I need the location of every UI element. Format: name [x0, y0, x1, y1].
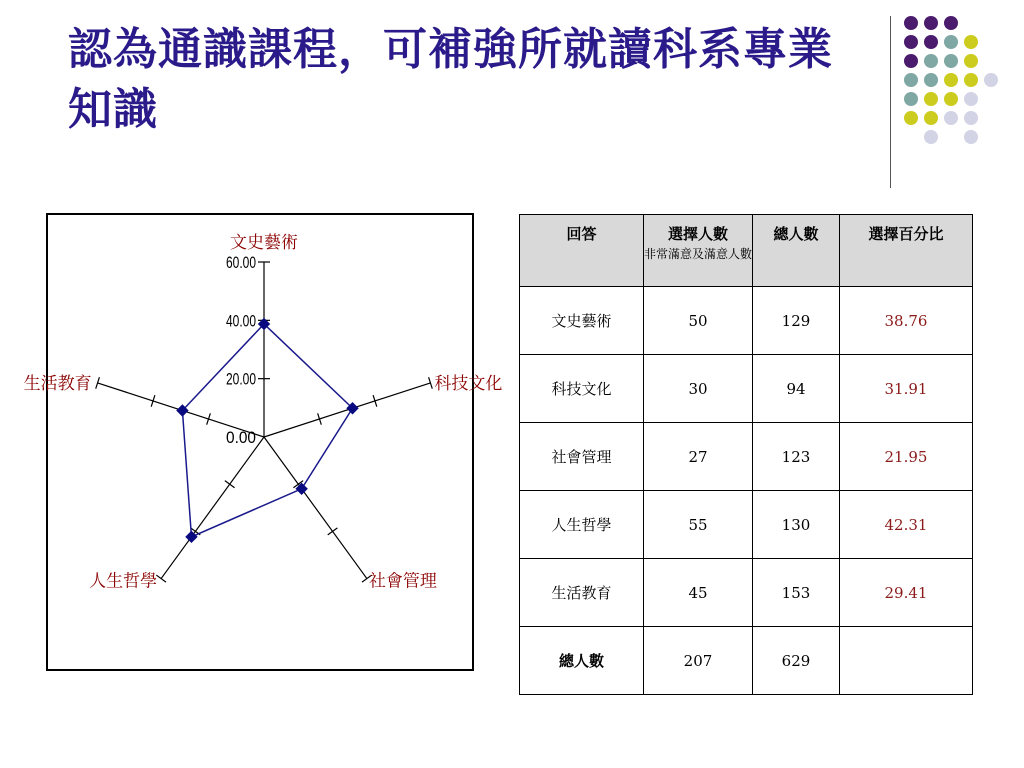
decorative-dot — [964, 35, 978, 49]
selected-cell: 27 — [644, 423, 753, 491]
header-subtitle: 非常滿意及滿意人數 — [644, 247, 753, 261]
selected-cell: 55 — [644, 491, 753, 559]
percent-cell: 31.91 — [840, 355, 973, 423]
decorative-dot — [924, 35, 938, 49]
decorative-dot — [904, 54, 918, 68]
tick-label: 0.00 — [226, 428, 256, 447]
decorative-dot — [964, 111, 978, 125]
decorative-dot — [904, 73, 918, 87]
decorative-dot — [944, 54, 958, 68]
axis-tick — [328, 528, 338, 535]
total-cell: 94 — [753, 355, 840, 423]
header-cell: 選擇百分比 — [840, 215, 973, 287]
percent-cell: 38.76 — [840, 287, 973, 355]
radar-chart — [23, 213, 503, 671]
table-row — [520, 491, 973, 559]
decorative-dot — [904, 92, 918, 106]
header-cell: 回答 — [520, 215, 644, 287]
decorative-dot — [924, 130, 938, 144]
category-label: 人生哲學 — [89, 571, 158, 592]
axis-tick — [156, 575, 166, 582]
tick-label: 60.00 — [226, 253, 256, 272]
category-cell: 文史藝術 — [520, 287, 644, 355]
decorative-dot — [924, 73, 938, 87]
total-sum-cell: 629 — [753, 627, 840, 695]
decorative-dot — [924, 16, 938, 30]
total-label-cell: 總人數 — [520, 627, 644, 695]
axis-tick — [225, 481, 235, 488]
percent-cell: 21.95 — [840, 423, 973, 491]
header-cell: 總人數 — [753, 215, 840, 287]
category-label: 科技文化 — [434, 373, 503, 394]
category-cell: 科技文化 — [520, 355, 644, 423]
table-row — [520, 423, 973, 491]
selected-sum-cell: 207 — [644, 627, 753, 695]
category-cell: 社會管理 — [520, 423, 644, 491]
selected-cell: 50 — [644, 287, 753, 355]
slide-title: 認為通識課程，可補強所就讀科系專業知識 — [68, 24, 833, 135]
category-label: 生活教育 — [23, 373, 92, 394]
category-cell: 人生哲學 — [520, 491, 644, 559]
decorative-dot — [944, 16, 958, 30]
table-total-row — [520, 627, 973, 695]
decorative-dot — [964, 54, 978, 68]
decorative-dot — [904, 111, 918, 125]
radar-chart-svg — [23, 215, 503, 669]
decorative-dot — [944, 92, 958, 106]
total-cell: 130 — [753, 491, 840, 559]
total-cell: 123 — [753, 423, 840, 491]
decorative-dot — [964, 92, 978, 106]
decorative-dot — [924, 111, 938, 125]
decorative-dot — [924, 54, 938, 68]
series-polygon — [182, 324, 352, 537]
table-header-row — [520, 215, 973, 287]
decorative-dot — [924, 92, 938, 106]
decorative-dot — [944, 73, 958, 87]
decorative-dot — [964, 130, 978, 144]
table-row — [520, 287, 973, 355]
selected-cell: 30 — [644, 355, 753, 423]
category-cell: 生活教育 — [520, 559, 644, 627]
category-label: 社會管理 — [368, 571, 437, 592]
percent-cell: 29.41 — [840, 559, 973, 627]
decorative-dot — [904, 35, 918, 49]
tick-label: 20.00 — [226, 369, 256, 389]
decorative-dot — [984, 73, 998, 87]
total-cell: 153 — [753, 559, 840, 627]
survey-table — [519, 214, 973, 695]
axis-line — [161, 437, 264, 579]
decorative-dot — [964, 73, 978, 87]
header-cell: 選擇人數 非常滿意及滿意人數 — [644, 215, 753, 287]
percent-empty-cell — [840, 627, 973, 695]
decorative-dot — [944, 35, 958, 49]
table-row — [520, 559, 973, 627]
percent-cell: 42.31 — [840, 491, 973, 559]
table-row — [520, 355, 973, 423]
decorative-dot — [904, 16, 918, 30]
tick-label: 40.00 — [226, 311, 256, 331]
axis-line — [264, 383, 430, 437]
data-point-marker — [186, 531, 197, 542]
category-label: 文史藝術 — [230, 233, 298, 253]
total-cell: 129 — [753, 287, 840, 355]
decorative-dot — [944, 111, 958, 125]
header-divider — [890, 16, 891, 188]
axis-line — [264, 437, 367, 579]
selected-cell: 45 — [644, 559, 753, 627]
